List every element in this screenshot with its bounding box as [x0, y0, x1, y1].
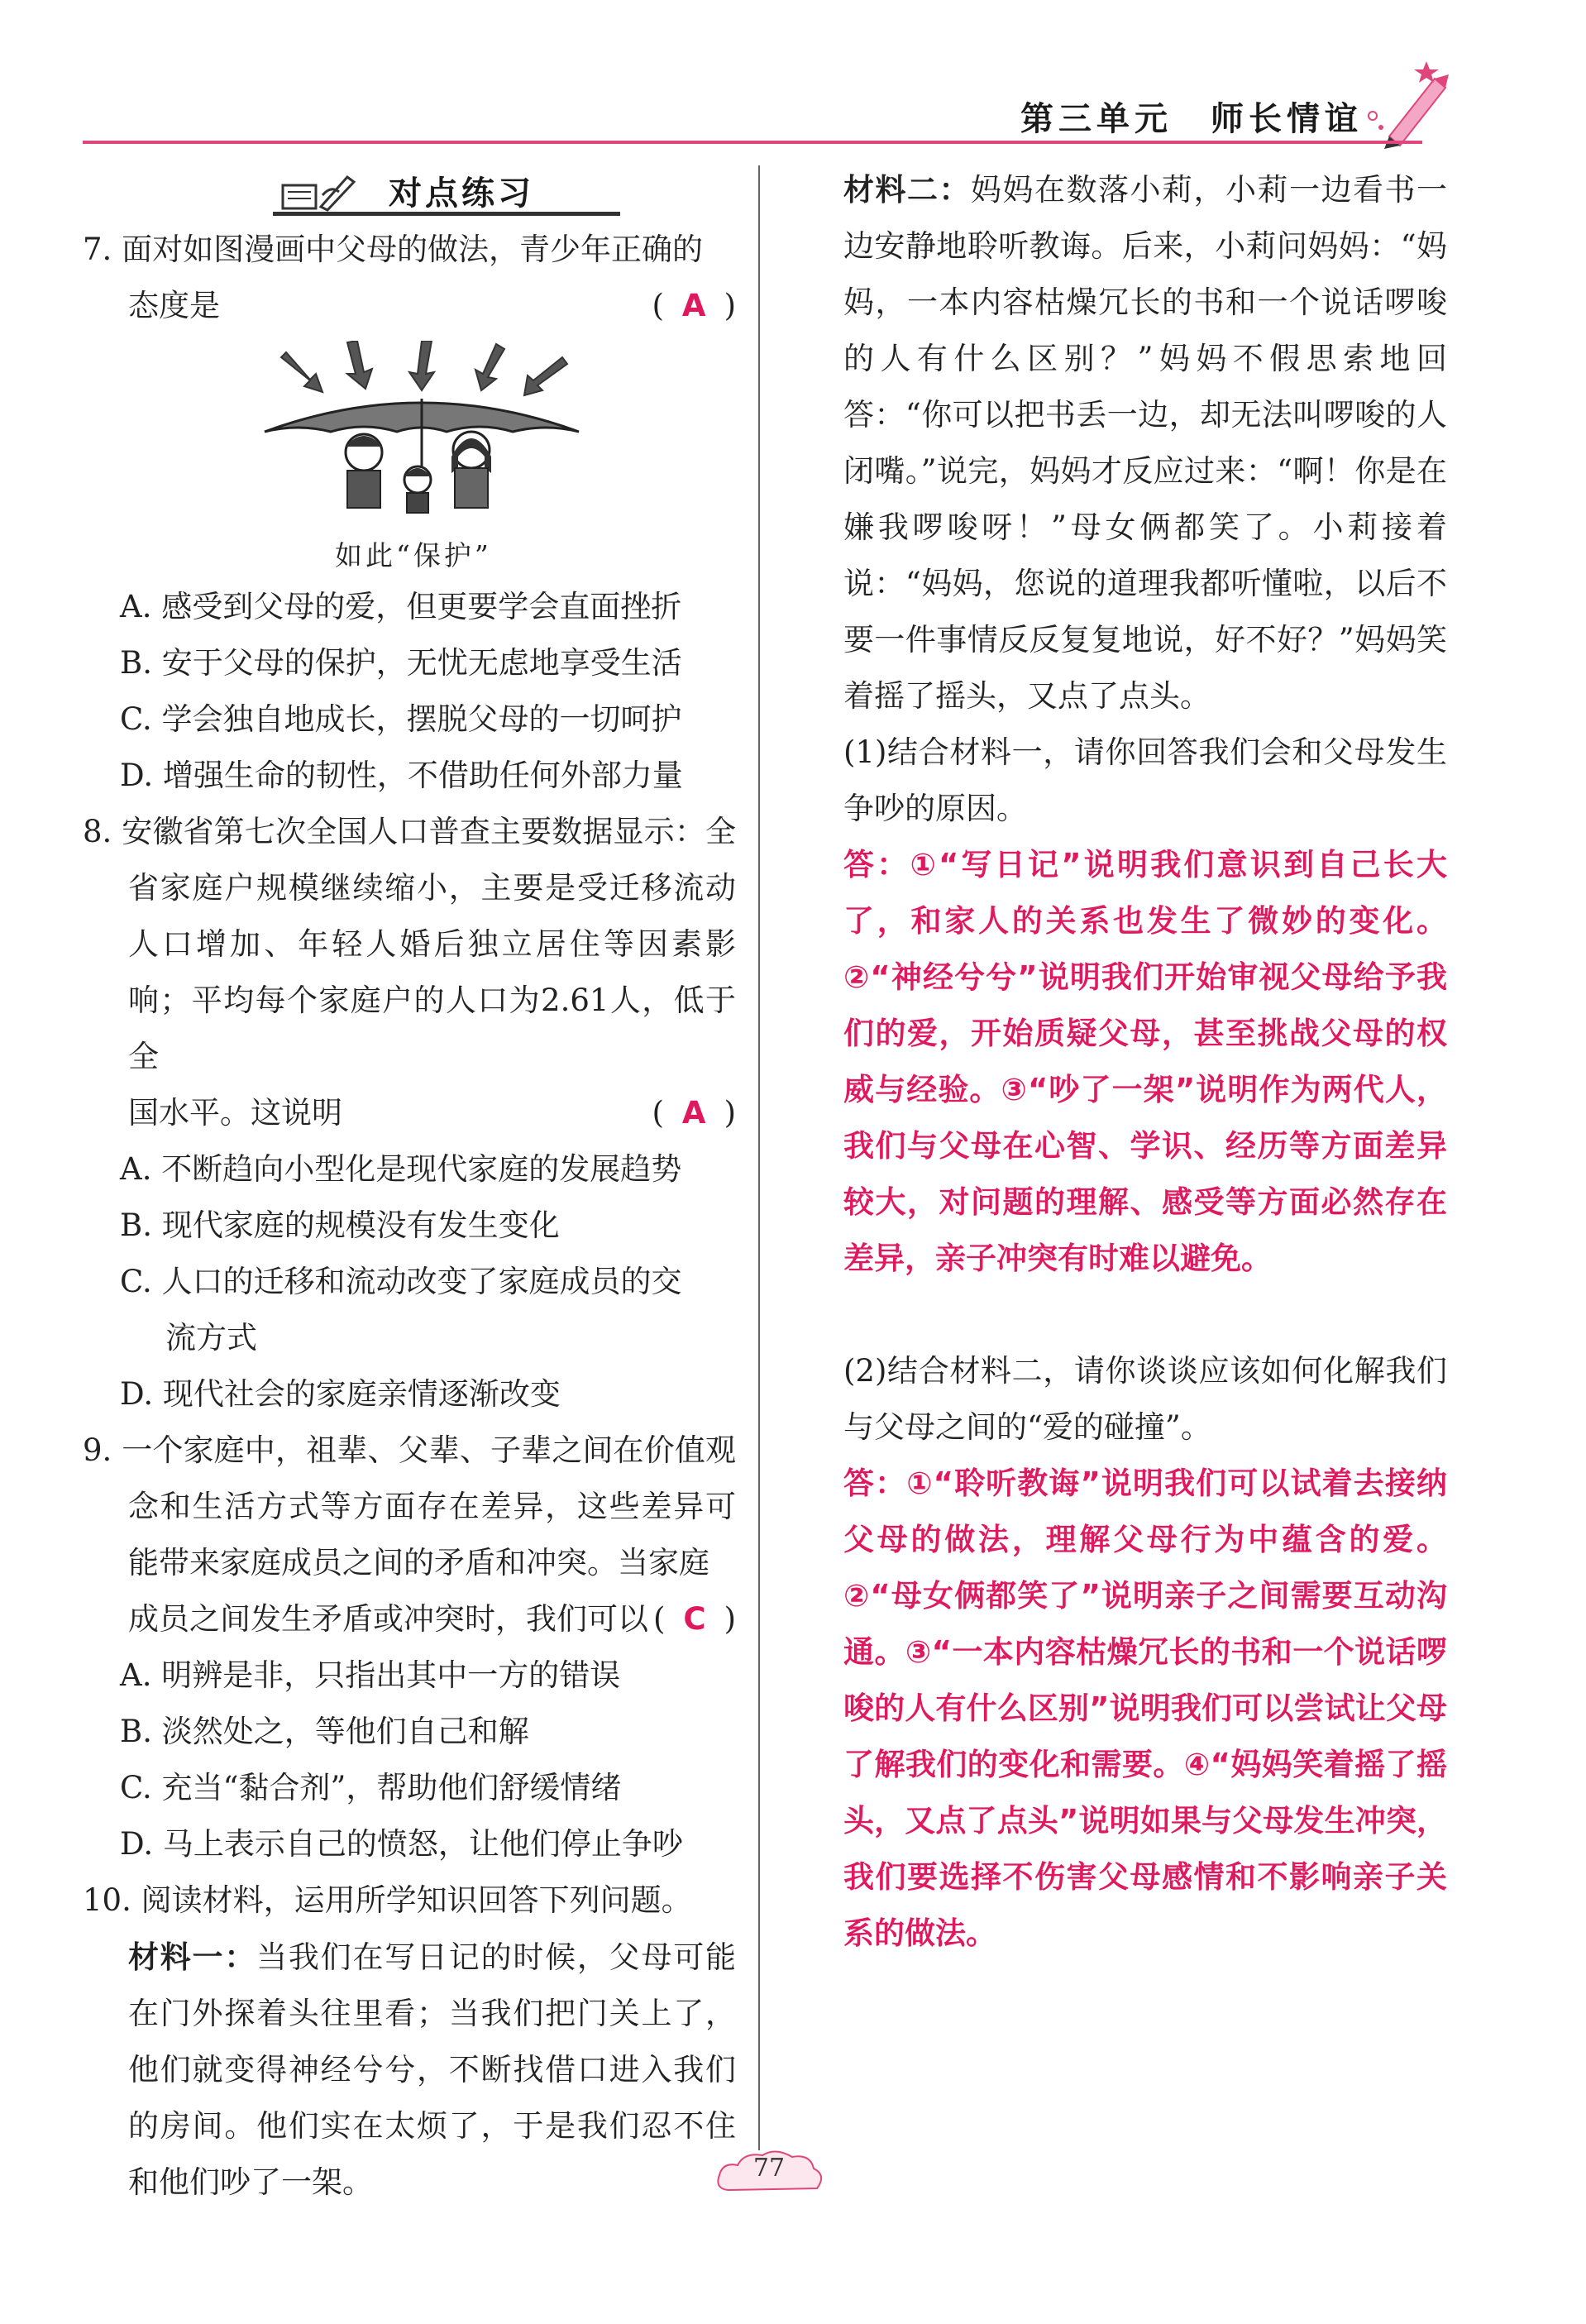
- cartoon-caption: 如此“保护”: [335, 539, 492, 571]
- material-2-label: 材料二：: [843, 171, 971, 208]
- question-10-stem: 10. 阅读材料，运用所学知识回答下列问题。: [83, 1882, 692, 1918]
- question-7-stem: 7. 面对如图漫画中父母的做法，青少年正确的: [83, 232, 704, 267]
- question-7: [83, 222, 736, 804]
- page-number: 77: [752, 2154, 786, 2183]
- question-8: [83, 804, 736, 1423]
- spacer: [843, 1287, 1447, 1343]
- question-8-option-d: D. 现代社会的家庭亲情逐渐改变: [120, 1376, 561, 1412]
- question-7-option-c: C. 学会独自地成长，摆脱父母的一切呵护: [120, 701, 682, 737]
- question-8-option-a: A. 不断趋向小型化是现代家庭的发展趋势: [120, 1151, 682, 1187]
- sub-question-2: (2)结合材料二，请你谈谈应该如何化解我们与父母之间的“爱的碰撞”。: [843, 1353, 1447, 1445]
- question-7-option-b: B. 安于父母的保护，无忧无虑地享受生活: [120, 645, 682, 681]
- question-7-stem-cont: 态度是: [128, 288, 220, 323]
- right-column: [843, 161, 1447, 1962]
- question-8-option-c: C. 人口的迁移和流动改变了家庭成员的交: [120, 1264, 682, 1299]
- question-7-answer: A: [681, 288, 706, 323]
- material-2: [843, 161, 1447, 724]
- question-9: [83, 1423, 736, 1872]
- section-heading-text: 对点练习: [389, 174, 534, 213]
- material-1-text: 当我们在写日记的时候，父母可能在门外探着头往里看；当我们把门关上了，他们就变得神经兮兮，不断找借口进入我们的房间。他们实在太烦了，于是我们忍不住和他们吵了一架。: [128, 1939, 737, 2200]
- question-8-answer-bracket: ( A ): [652, 1095, 736, 1131]
- question-8-stem-cont: 国水平。这说明: [128, 1095, 342, 1131]
- question-9-option-a: A. 明辨是非，只指出其中一方的错误: [120, 1657, 621, 1693]
- question-7-answer-bracket: ( A ): [652, 288, 736, 323]
- left-column: [83, 165, 736, 2211]
- question-9-answer: C: [683, 1601, 706, 1637]
- sub-question-1-answer: 答：①“写日记”说明我们意识到自己长大了，和家人的关系也发生了微妙的变化。②“神经兮兮”说明我们开始审视父母给予我们的爱，开始质疑父母，甚至挑战父母的权威与经验。③“吵了一架”说明作为两代人，我们与父母在心智、学识、经历等方面差异较大，对问题的理解、感受等方面必然存在差异，亲子冲突有时难以避免。: [843, 847, 1447, 1276]
- question-8-option-c-cont: 流方式: [165, 1320, 257, 1356]
- question-8-answer: A: [681, 1095, 706, 1131]
- sub-question-1: (1)结合材料一，请你回答我们会和父母发生争吵的原因。: [843, 734, 1447, 826]
- umbrella-family-cartoon: [248, 341, 595, 514]
- question-9-stem: 9. 一个家庭中，祖辈、父辈、子辈之间在价值观念和生活方式等方面存在差异，这些差异可能带来家庭成员之间的矛盾和冲突。当家庭: [83, 1432, 736, 1580]
- question-9-option-c: C. 充当“黏合剂”，帮助他们舒缓情绪: [120, 1770, 622, 1805]
- question-9-answer-bracket: ( C ): [652, 1601, 736, 1637]
- material-1-label: 材料一：: [128, 1939, 257, 1975]
- pencil-star-icon: [1356, 58, 1455, 149]
- unit-title: 第三单元 师长情谊: [1020, 99, 1363, 138]
- question-9-option-d: D. 马上表示自己的愤怒，让他们停止争吵: [120, 1826, 683, 1862]
- column-divider: [758, 165, 760, 2150]
- material-1: [83, 1929, 736, 2211]
- material-2-text: 妈妈在数落小莉，小莉一边看书一边安静地聆听教诲。后来，小莉问妈妈：“妈妈，一本内容枯燥冗长的书和一个说话啰唆的人有什么区别？”妈妈不假思索地回答：“你可以把书丢一边，却无法叫啰唆的人闭嘴。”说完，妈妈才反应过来：“啊！你是在嫌我啰唆呀！”母女俩都笑了。小莉接着说：“妈妈，您说的道理我都听懂啦，以后不要一件事情反反复复地说，好不好？”妈妈笑着摇了摇头，又点了点头。: [843, 172, 1447, 714]
- question-8-stem: 8. 安徽省第七次全国人口普查主要数据显示：全省家庭户规模继续缩小，主要是受迁移流动人口增加、年轻人婚后独立居住等因素影响；平均每个家庭户的人口为2.61人，低于全: [83, 814, 736, 1074]
- question-7-option-d: D. 增强生命的韧性，不借助任何外部力量: [120, 758, 683, 793]
- question-10: [83, 1872, 736, 2211]
- page-number-badge: [711, 2150, 827, 2200]
- header-rule: [83, 141, 1422, 144]
- question-9-stem-cont: 成员之间发生矛盾或冲突时，我们可以: [128, 1601, 648, 1637]
- question-7-option-a: A. 感受到父母的爱，但更要学会直面挫折: [120, 589, 682, 624]
- section-heading: [273, 165, 736, 222]
- question-9-option-b: B. 淡然处之，等他们自己和解: [120, 1714, 529, 1749]
- sub-question-2-answer: 答：①“聆听教诲”说明我们可以试着去接纳父母的做法，理解父母行为中蕴含的爱。②“母女俩都笑了”说明亲子之间需要互动沟通。③“一本内容枯燥冗长的书和一个说话啰唆的人有什么区别”说明我们可以尝试让父母了解我们的变化和需要。④“妈妈笑着摇了摇头，又点了点头”说明如果与父母发生冲突，我们要选择不伤害父母感情和不影响亲子关系的做法。: [843, 1466, 1447, 1951]
- question-8-option-b: B. 现代家庭的规模没有发生变化: [120, 1207, 560, 1243]
- writing-hand-icon: [281, 170, 360, 212]
